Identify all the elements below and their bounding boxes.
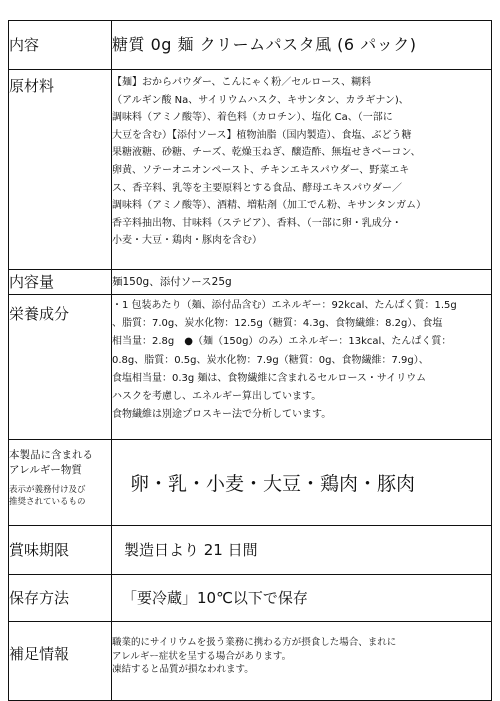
ingredients-value [112,70,492,270]
best-before-row [9,526,492,575]
ingredients-heading: 原材料 [9,70,112,270]
supplementary-line: 職業的にサイリウムを扱う業務に携わる方が摂食した場合、まれに [112,637,397,648]
best-before-heading: 賞味期限 [9,526,112,575]
ingredients-line: 【麺】おからパウダー、こんにゃく粉／セルロース、糊料 [112,77,372,88]
ingredients-line: 大豆を含む）【添付ソース】植物油脂（国内製造）、食塩、ぶどう糖 [112,129,412,141]
product-name-heading: 内容 [9,21,112,70]
supplementary-line: 凍結すると品質が損なわれます。 [112,664,254,675]
supplementary-line: アレルギー症状を呈する場合があります。 [112,650,292,662]
product-name-row [9,21,492,70]
allergens-value: 卵・乳・小麦・大豆・鶏肉・豚肉 [112,440,492,526]
supplementary-heading: 補足情報 [9,622,112,701]
product-name-value: 糖質 0g 麺 クリームパスタ風 (6 パック) [112,21,492,70]
nutrition-line: 、脂質：7.0g、炭水化物：12.5g（糖質：4.3g、食物繊維：8.2g）、食塩 [112,318,443,330]
net-content-value: 麺150g、添付ソース25g [112,270,492,295]
nutrition-line: 相当量：2.8g ●（麺（150g）のみ）エネルギー：13kcal、たんぱく質： [112,336,452,348]
net-content-row [9,270,492,295]
allergens-heading-note: 表示が義務付け及び 推奨されているもの [9,485,86,507]
best-before-value: 製造日より 21 日間 [112,526,492,575]
nutrition-line: 0.8g、脂質：0.5g、炭水化物：7.9g（糖質：0g、食物繊維：7.9g）、 [112,354,429,366]
nutrition-line: 食塩相当量：0.3g 麺は、食物繊維に含まれるセルロース・サイリウム [112,372,427,384]
ingredients-line: 調味料（アミノ酸等）、酒精、増粘剤（加工でん粉、キサンタンガム） [112,200,427,212]
product-label-table [8,20,492,701]
allergens-row [9,440,492,526]
storage-heading: 保存方法 [9,575,112,622]
ingredients-line: 卵黄、ソテーオニオンペースト、チキンエキスパウダー、野菜エキ [112,164,410,176]
storage-row [9,575,492,622]
nutrition-line: ハスクを考慮し、エネルギー算出しています。 [112,391,322,403]
ingredients-line: （アルギン酸 Na、サイリウムハスク、キサンタン、カラギナン)、 [112,94,409,106]
ingredients-line: 調味料（アミノ酸等）、着色料（カロチン）、塩化 Ca、（一部に [112,112,393,124]
ingredients-line: ス、香辛料、乳等を主要原料とする食品、酵母エキスパウダー／ [112,182,402,194]
ingredients-line: 香辛料抽出物、甘味料（ステビア）、香料、（一部に卵・乳成分・ [112,217,402,229]
ingredients-row [9,70,492,270]
supplementary-value [112,622,492,701]
net-content-heading: 内容量 [9,270,112,295]
ingredients-line: 小麦・大豆・鶏肉・豚肉を含む） [112,235,262,247]
allergens-heading [9,440,112,526]
supplementary-row [9,622,492,701]
nutrition-value [112,295,492,440]
nutrition-heading: 栄養成分 [9,295,112,440]
nutrition-line: 食物繊維は別途プロスキー法で分析しています。 [112,409,332,421]
allergens-heading-text: 本製品に含まれる アレルギー物質 [9,449,93,476]
storage-value: 「要冷蔵」10℃以下で保存 [112,575,492,622]
nutrition-line: ・1 包装あたり（麺、添付品含む）エネルギー：92kcal、たんぱく質：1.5g [112,300,457,311]
nutrition-row [9,295,492,440]
ingredients-line: 果糖液糖、砂糖、チーズ、乾燥玉ねぎ、醸造酢、無塩せきベーコン、 [112,147,421,159]
